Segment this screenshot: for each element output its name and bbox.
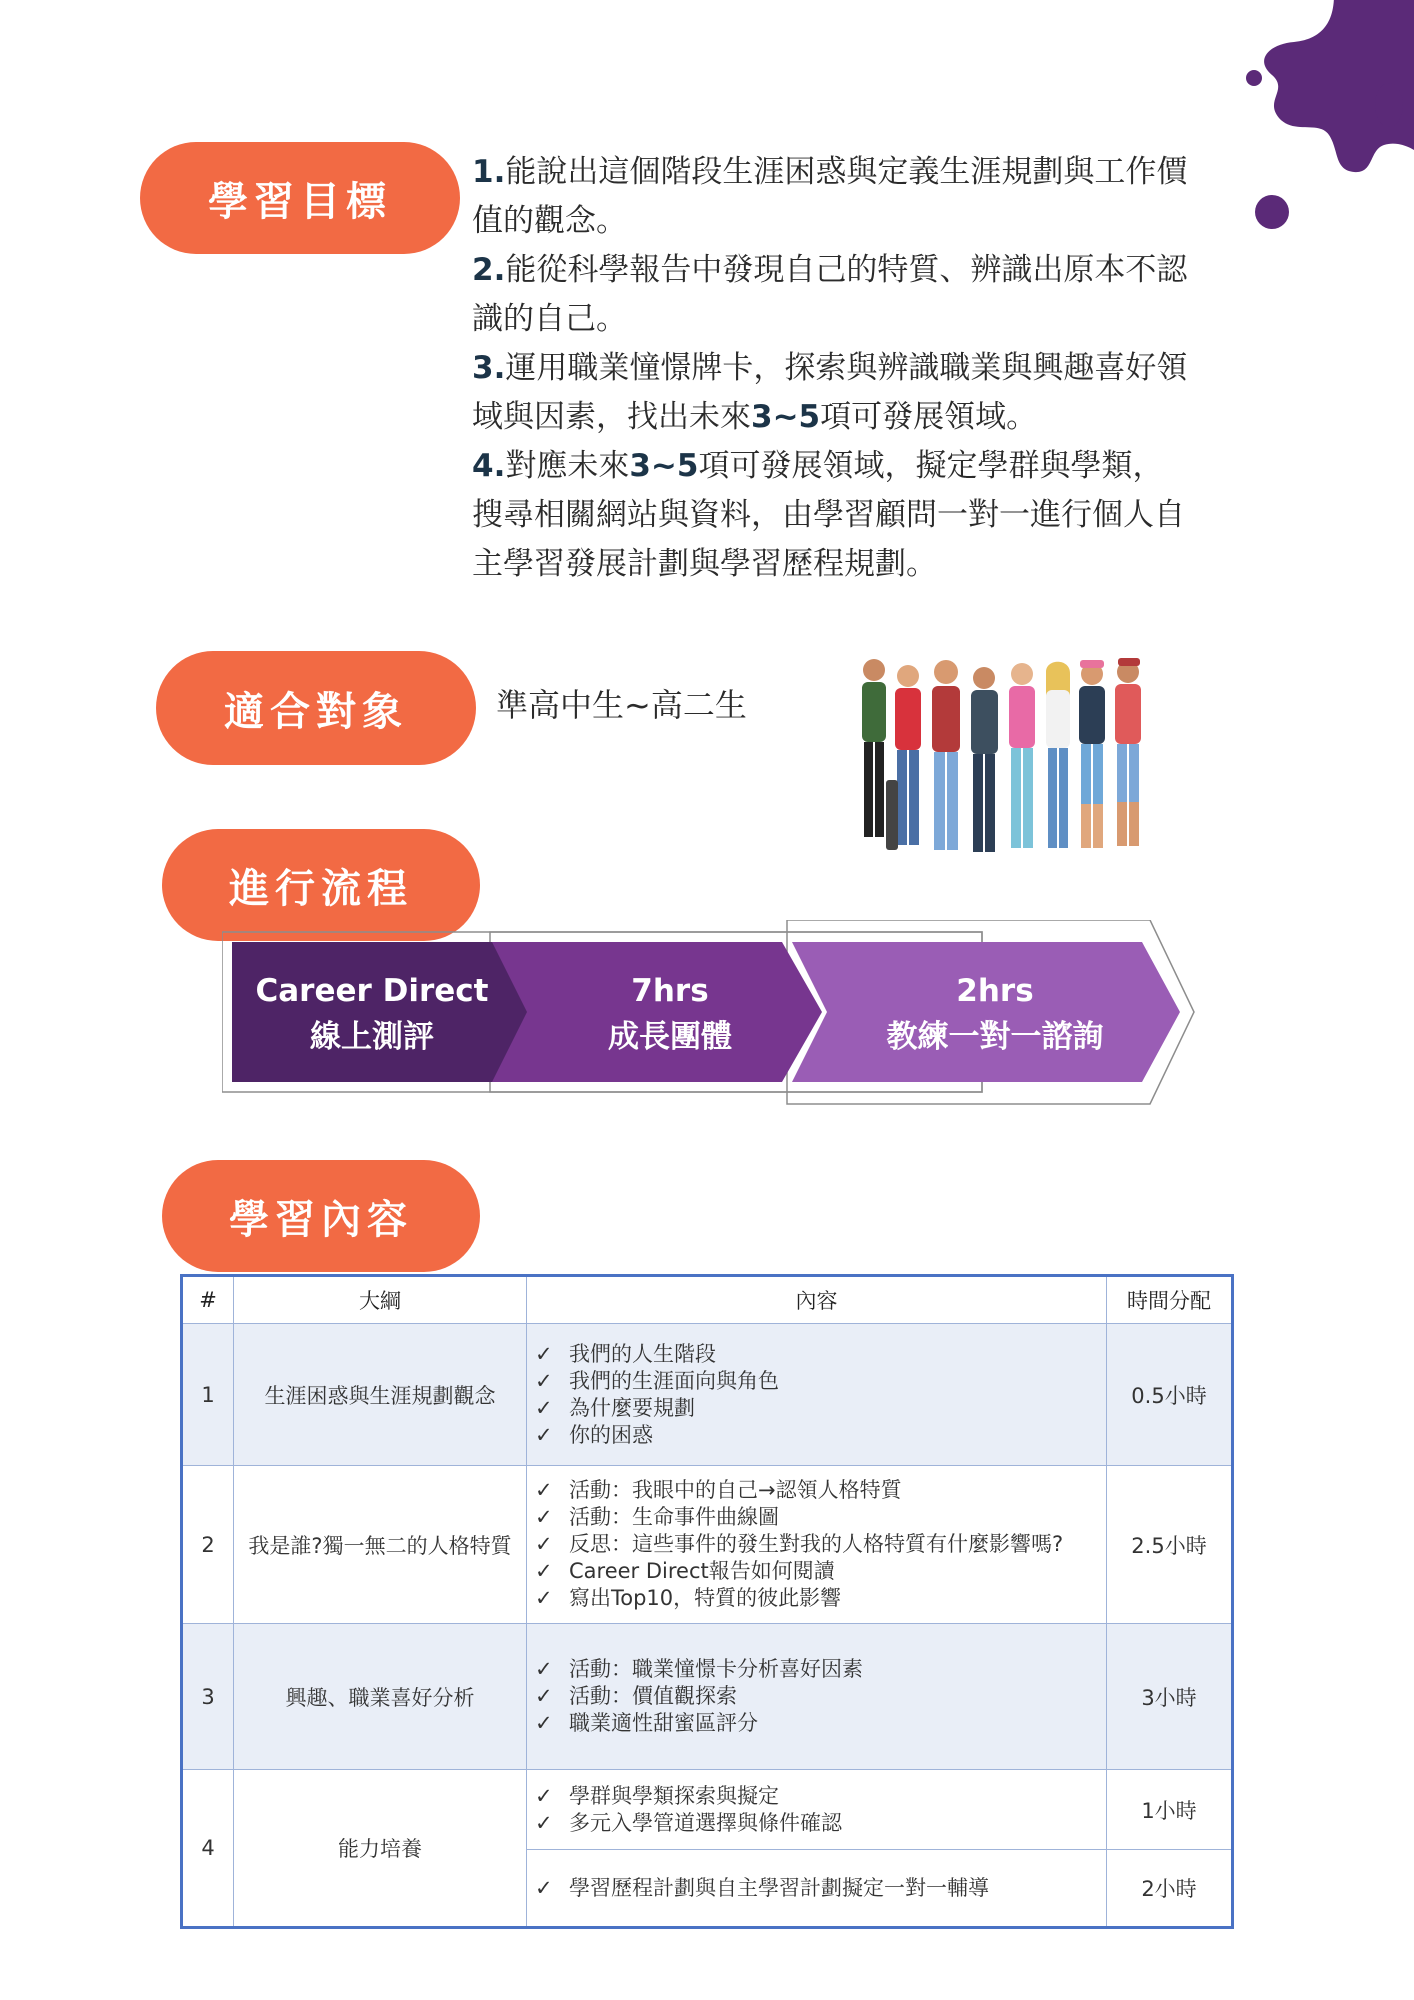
process-step-3 bbox=[850, 968, 1140, 1060]
table-header-time: 時間分配 bbox=[1107, 1276, 1233, 1324]
row-number: 4 bbox=[182, 1770, 234, 1928]
content-item: ✓ 職業適性甜蜜區評分 bbox=[535, 1710, 1098, 1737]
table-row bbox=[182, 1466, 1233, 1624]
row-time: 2小時 bbox=[1107, 1850, 1233, 1928]
process-step-2-line1: 7hrs bbox=[631, 973, 709, 1009]
content-item: ✓ 活動：價值觀探索 bbox=[535, 1683, 1098, 1710]
table-header-num: # bbox=[182, 1276, 234, 1324]
process-section-title: 進行流程 bbox=[162, 829, 480, 941]
objectives-section-title: 學習目標 bbox=[140, 142, 460, 254]
content-item: ✓ 寫出Top10，特質的彼此影響 bbox=[535, 1585, 1098, 1612]
row-number: 2 bbox=[182, 1466, 234, 1624]
content-item: ✓ 活動：職業憧憬卡分析喜好因素 bbox=[535, 1656, 1098, 1683]
table-header-outline: 大綱 bbox=[234, 1276, 527, 1324]
process-step-3-line1: 2hrs bbox=[956, 973, 1034, 1009]
row-content bbox=[527, 1466, 1107, 1624]
row-outline: 生涯困惑與生涯規劃觀念 bbox=[234, 1324, 527, 1466]
table-row bbox=[182, 1624, 1233, 1770]
content-table bbox=[180, 1274, 1234, 1929]
process-step-3-line2: 教練一對一諮詢 bbox=[886, 1019, 1104, 1055]
paint-splat-decoration bbox=[1184, 0, 1414, 240]
row-number: 3 bbox=[182, 1624, 234, 1770]
row-content bbox=[527, 1850, 1107, 1928]
row-content bbox=[527, 1770, 1107, 1850]
objectives-list bbox=[472, 148, 1192, 589]
table-row bbox=[182, 1324, 1233, 1466]
table-header-content: 內容 bbox=[527, 1276, 1107, 1324]
row-time: 1小時 bbox=[1107, 1770, 1233, 1850]
content-item: ✓ 我們的人生階段 bbox=[535, 1341, 1098, 1368]
row-outline: 興趣、職業喜好分析 bbox=[234, 1624, 527, 1770]
audience-section-title: 適合對象 bbox=[156, 651, 476, 765]
row-content bbox=[527, 1624, 1107, 1770]
process-step-1-line1: Career Direct bbox=[255, 973, 489, 1009]
content-item: ✓ 多元入學管道選擇與條件確認 bbox=[535, 1810, 1098, 1837]
process-step-1 bbox=[232, 968, 512, 1060]
row-content bbox=[527, 1324, 1107, 1466]
row-time: 3小時 bbox=[1107, 1624, 1233, 1770]
content-item: ✓ Career Direct報告如何閱讀 bbox=[535, 1558, 1098, 1585]
process-step-1-line2: 線上測評 bbox=[310, 1019, 434, 1055]
content-item: ✓ 活動：我眼中的自己→認領人格特質 bbox=[535, 1477, 1098, 1504]
objective-item: 4.對應未來3~5項可發展領域，擬定學群與學類，搜尋相關網站與資料，由學習顧問一對一進行個人自主學習發展計劃與學習歷程規劃。 bbox=[472, 448, 1185, 582]
row-time: 0.5小時 bbox=[1107, 1324, 1233, 1466]
students-group-illustration bbox=[846, 650, 1206, 880]
row-outline: 我是誰?獨一無二的人格特質 bbox=[234, 1466, 527, 1624]
content-item: ✓ 學群與學類探索與擬定 bbox=[535, 1783, 1098, 1810]
objective-item: 1.能說出這個階段生涯困惑與定義生涯規劃與工作價值的觀念。 bbox=[472, 154, 1188, 239]
content-item: ✓ 我們的生涯面向與角色 bbox=[535, 1368, 1098, 1395]
content-section-title: 學習內容 bbox=[162, 1160, 480, 1272]
content-item: ✓ 你的困惑 bbox=[535, 1422, 1098, 1449]
objective-item: 2.能從科學報告中發現自己的特質、辨識出原本不認識的自己。 bbox=[472, 252, 1188, 337]
process-step-2 bbox=[540, 968, 800, 1060]
row-outline: 能力培養 bbox=[234, 1770, 527, 1928]
audience-text: 準高中生~高二生 bbox=[496, 686, 747, 724]
objective-item: 3.運用職業憧憬牌卡，探索與辨識職業與興趣喜好領域與因素，找出未來3~5項可發展領域。 bbox=[472, 350, 1188, 435]
content-item: ✓ 學習歷程計劃與自主學習計劃擬定一對一輔導 bbox=[535, 1875, 1098, 1902]
content-item: ✓ 反思：這些事件的發生對我的人格特質有什麼影響嗎? bbox=[535, 1531, 1098, 1558]
content-item: ✓ 活動：生命事件曲線圖 bbox=[535, 1504, 1098, 1531]
process-step-2-line2: 成長團體 bbox=[608, 1019, 732, 1055]
row-number: 1 bbox=[182, 1324, 234, 1466]
content-item: ✓ 為什麼要規劃 bbox=[535, 1395, 1098, 1422]
row-time: 2.5小時 bbox=[1107, 1466, 1233, 1624]
table-row bbox=[182, 1770, 1233, 1850]
table-header-row bbox=[182, 1276, 1233, 1324]
